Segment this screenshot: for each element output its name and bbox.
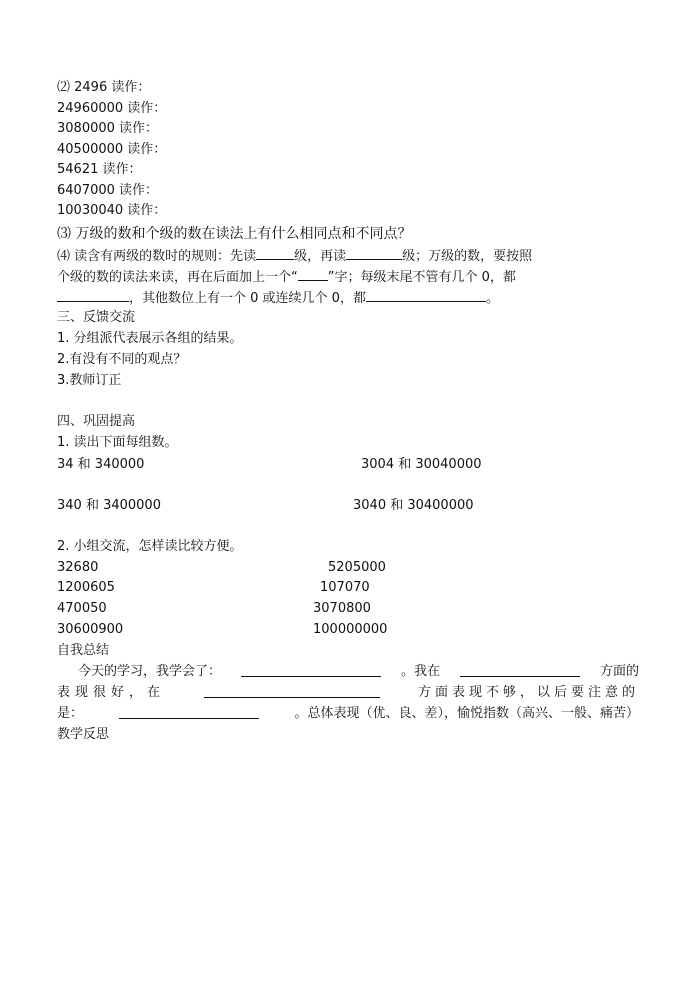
summary-text: 。总体表现（优、良、差），愉悦指数（高兴、一般、痛苦） [294, 706, 639, 721]
part2-header: ⑵ 2496 读作： [57, 80, 151, 95]
section-title: 四、巩固提高 [57, 414, 136, 429]
number-item: 1200605 [57, 580, 115, 595]
summary-text: 今天的学习，我学会了： [78, 664, 222, 679]
summary-text: 表现很好，在 [57, 685, 166, 700]
number-pair: 340 和 3400000 [57, 498, 161, 513]
part2-item: 3080000 读作： [57, 121, 159, 136]
q4-text: ”字；每级末尾不管有几个 0，都 [327, 270, 516, 285]
q4-text: 。 [485, 291, 499, 306]
exercise-2: 2. 小组交流，怎样读比较方便。 [57, 539, 243, 554]
blank-line [241, 663, 381, 677]
number-item: 3070800 [313, 601, 371, 616]
part2-item: 54621 读作： [57, 162, 142, 177]
q4-text: 级，再读 [294, 249, 347, 264]
summary-text: 。我在 [400, 664, 440, 679]
blank-line [366, 288, 486, 302]
number-item: 100000000 [313, 622, 388, 637]
list-item: 3.教师订正 [57, 373, 122, 388]
number-item: 107070 [320, 580, 370, 595]
blank-line [460, 663, 580, 677]
blank-line [256, 246, 294, 260]
number-item: 5205000 [328, 560, 386, 575]
part2-item: 6407000 读作： [57, 183, 159, 198]
part2-item: 40500000 读作： [57, 142, 167, 157]
summary-text: 方面的 [599, 664, 639, 679]
section-title: 三、反馈交流 [57, 310, 136, 325]
section-title: 自我总结 [57, 643, 110, 658]
number-item: 30600900 [57, 622, 124, 637]
number-pair: 34 和 340000 [57, 457, 145, 472]
part2-item: 10030040 读作： [57, 203, 167, 218]
q4-text: ，其他数位上有一个 0 或连续几个 0，都 [129, 291, 366, 306]
list-item: 1. 分组派代表展示各组的结果。 [57, 331, 243, 346]
blank-line [346, 246, 402, 260]
summary-text: 方面表现不够，以后要注意的 [417, 685, 639, 700]
question-3: ⑶ 万级的数和个级的数在读法上有什么相同点和不同点？ [57, 226, 412, 242]
number-pair: 3004 和 30040000 [361, 457, 482, 472]
part2-item: 24960000 读作： [57, 101, 167, 116]
q4-text: 个级的数的读法来读，再在后面加上一个“ [57, 270, 298, 285]
blank-line [298, 267, 328, 281]
blank-line [119, 705, 259, 719]
number-item: 32680 [57, 560, 99, 575]
q4-text: ⑷ 读含有两级的数时的规则：先读 [57, 249, 257, 264]
number-item: 470050 [57, 601, 107, 616]
summary-text: 是： [57, 706, 84, 721]
list-item: 2.有没有不同的观点？ [57, 352, 187, 367]
blank-line [204, 684, 380, 698]
number-pair: 3040 和 30400000 [353, 498, 474, 513]
teaching-reflection: 教学反思 [57, 727, 110, 742]
q4-text: 级；万级的数，要按照 [402, 249, 533, 264]
exercise-1: 1. 读出下面每组数。 [57, 435, 178, 450]
blank-line [57, 288, 129, 302]
